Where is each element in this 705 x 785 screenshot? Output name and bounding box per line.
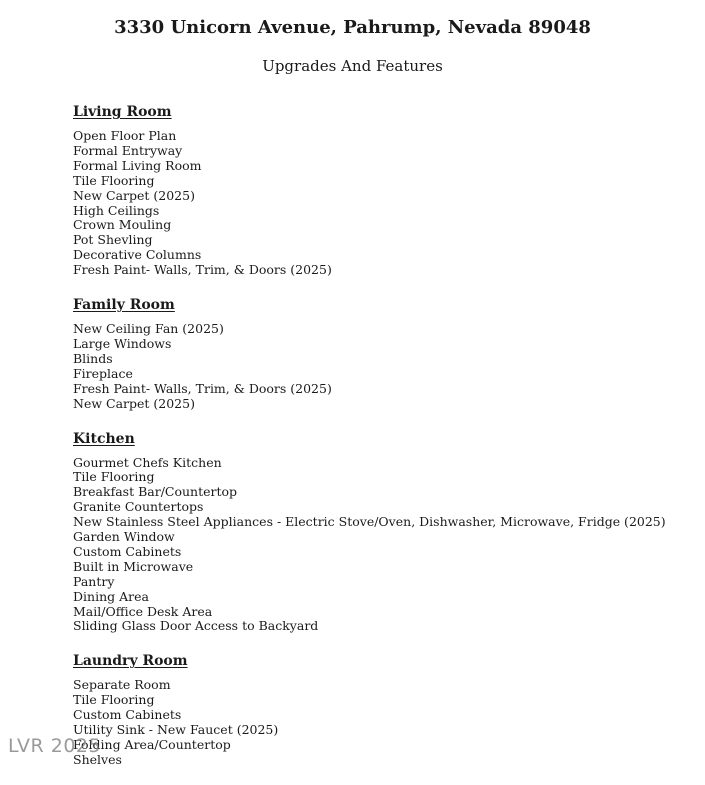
- list-item: New Carpet (2025): [73, 187, 195, 203]
- section-kitchen: [73, 429, 693, 635]
- list-item: Garden Window: [73, 529, 175, 545]
- section-living-room: [73, 102, 693, 278]
- section-heading-laundry-room: Laundry Room: [73, 653, 188, 670]
- family-room-list: [73, 322, 693, 411]
- list-item: New Stainless Steel Appliances - Electric Stove/Oven, Dishwasher, Microwave, Fridge (2025): [73, 514, 666, 530]
- list-item: New Carpet (2025): [73, 395, 195, 411]
- list-item: Open Floor Plan: [73, 128, 177, 143]
- list-item: Blinds: [73, 350, 113, 366]
- list-item: Built in Microwave: [73, 558, 194, 574]
- list-item: Tile Flooring: [73, 692, 155, 708]
- list-item: Large Windows: [73, 335, 172, 351]
- section-heading-living-room: Living Room: [73, 104, 172, 120]
- list-item: Mail/Office Desk Area: [73, 603, 213, 619]
- list-item: Fresh Paint- Walls, Trim, & Doors (2025): [73, 380, 332, 396]
- section-heading-family-room: Family Room: [73, 297, 175, 314]
- list-item: Dining Area: [73, 588, 149, 604]
- list-item: Utility Sink - New Faucet (2025): [73, 722, 279, 738]
- list-item: Formal Entryway: [73, 142, 183, 158]
- list-item: Tile Flooring: [73, 172, 155, 188]
- list-item: Fireplace: [73, 365, 133, 381]
- features-content: [73, 102, 693, 785]
- list-item: Fresh Paint- Walls, Trim, & Doors (2025): [73, 262, 332, 278]
- list-item: New Ceiling Fan (2025): [73, 321, 224, 337]
- list-item: Custom Cabinets: [73, 707, 182, 723]
- page-subtitle: Upgrades And Features: [262, 57, 443, 75]
- list-item: Crown Mouling: [73, 217, 172, 233]
- list-item: Pantry: [73, 573, 115, 589]
- kitchen-list: [73, 456, 693, 635]
- watermark: LVR 2025: [8, 735, 102, 757]
- list-item: Sliding Glass Door Access to Backyard: [73, 618, 319, 634]
- list-item: Formal Living Room: [73, 157, 202, 173]
- list-item: High Ceilings: [73, 202, 160, 218]
- list-item: Separate Room: [73, 677, 171, 693]
- section-heading-kitchen: Kitchen: [73, 430, 135, 447]
- list-item: Breakfast Bar/Countertop: [73, 484, 238, 500]
- list-item: Folding Area/Countertop: [73, 737, 231, 752]
- section-family-room: [73, 295, 693, 411]
- section-laundry-room: [73, 651, 693, 767]
- laundry-room-list: [73, 678, 693, 767]
- list-item: Tile Flooring: [73, 469, 155, 485]
- list-item: Gourmet Chefs Kitchen: [73, 454, 222, 470]
- living-room-list: [73, 129, 693, 278]
- page-title: 3330 Unicorn Avenue, Pahrump, Nevada 89048: [114, 17, 591, 38]
- list-item: Decorative Columns: [73, 247, 202, 263]
- list-item: Custom Cabinets: [73, 543, 182, 559]
- list-item: Shelves: [73, 751, 122, 767]
- list-item: Pot Shevling: [73, 232, 153, 248]
- list-item: Granite Countertops: [73, 499, 204, 515]
